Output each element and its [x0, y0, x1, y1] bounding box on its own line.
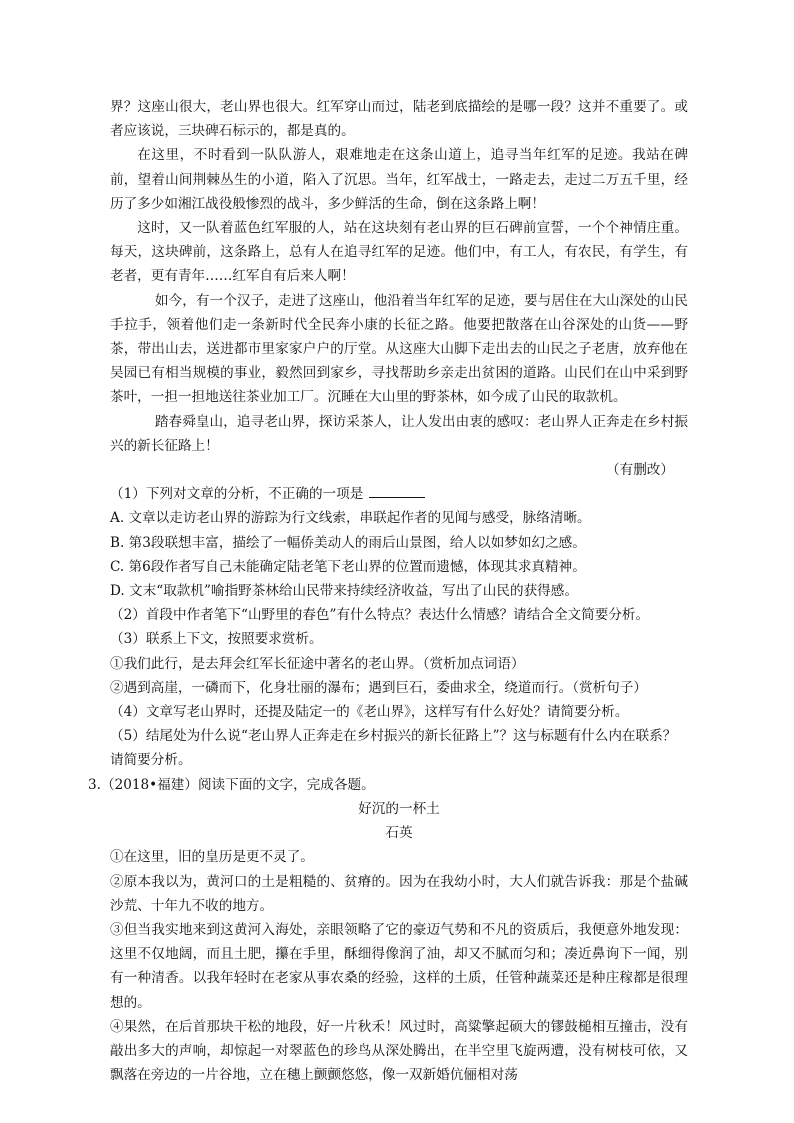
passage-paragraph-1: ①在这里，旧的皇历是更不灵了。 — [110, 849, 314, 866]
passage-title: 好沉的一杯土 — [358, 800, 440, 817]
question-1-option-a: A. 文章以走访老山界的游踪为行文线索，串联起作者的见闻与感受，脉络清晰。 — [110, 510, 591, 527]
question-1-text: （1）下列对文章的分析，不正确的一项是 — [110, 486, 364, 503]
question-3: （3）联系上下文，按照要求赏析。 — [110, 631, 323, 648]
article-paragraph-2: 在这里，不时看到一队队游人，艰难地走在这条山道上，追寻当年红军的足迹。我站在碑前，望着山间荆棘丛生的小道，陷入了沉思。当年，红军战士，一路走去，走过二万五千里，经历了多少如湘江战役般惨烈的战斗，多少鲜活的生命，倒在这条路上啊！ — [110, 147, 688, 212]
question-1 — [110, 482, 688, 506]
passage-paragraph-2: ②原本我以为，黄河口的土是粗糙的、贫瘠的。因为在我幼小时，大人们就告诉我：那是个盐碱沙荒、十年九不收的地方。 — [110, 873, 688, 914]
question-3-item-1: ①我们此行，是去拜会红军长征途中著名的老山界。（赏析加点词语） — [110, 655, 525, 672]
passage-paragraph-4: ④果然，在后首那块干松的地段，好一片秋禾！风过时，高粱擎起硕大的镠鼓槌相互撞击，没有敲出多大的声响，却惊起一对翠蓝色的珍鸟从深处腾出，在半空里飞旋两遭，没有树枝可依，又飘落在旁边的一片谷地，立在穗上颤颤悠悠，像一双新婚伉俪相对荡 — [110, 1018, 688, 1084]
question-1-option-d: D. 文末“取款机”喻指野茶林给山民带来持续经济收益，写出了山民的获得感。 — [110, 583, 578, 600]
passage-author: 石英 — [385, 825, 413, 842]
article-paragraph-3: 这时，又一队着蓝色红军服的人，站在这块刻有老山界的巨石碑前宣誓，一个个神情庄重。每天，这块碑前，这条路上，总有人在追寻红军的足迹。他们中，有工人，有农民，有学生，有老者，更有青年……红军自有后来人啊！ — [110, 220, 688, 285]
section-3-heading: 3.（2018•福建）阅读下面的文字，完成各题。 — [88, 776, 375, 793]
question-3-item-2: ②遇到高崖，一磷而下，化身壮丽的瀑布；遇到巨石，委曲求全，绕道而行。（赏析句子） — [110, 679, 647, 696]
passage-paragraph-3: ③但当我实地来到这黄河入海处，亲眼领略了它的豪迈气势和不凡的资质后，我便意外地发现：这里不仅地阔，而且土肥，攥在手里，酥细得像润了油，却又不腻而匀和；凑近鼻询下一闻，别有一种清香。以我年轻时在老家从事农桑的经验，这样的土质，任管种蔬菜还是种庄稼都是很理想的。 — [110, 921, 688, 1011]
source-note: （有删改） — [606, 462, 674, 479]
question-4: （4）文章写老山界时，还提及陆定一的《老山界》，这样写有什么好处？请简要分析。 — [110, 704, 629, 721]
article-paragraph-1: 界？这座山很大，老山界也很大。红军穿山而过，陆老到底描绘的是哪一段？这并不重要了。或者应该说，三块碑石标示的，都是真的。 — [110, 99, 688, 140]
article-paragraph-5: 踏春舜皇山，追寻老山界，探访采茶人，让人发出由衷的感叹：老山界人正奔走在乡村振兴的新长征路上！ — [110, 413, 688, 454]
question-1-option-b: B. 第3段联想丰富，描绘了一幅侨美动人的雨后山景图，给人以如梦如幻之感。 — [110, 534, 586, 551]
question-2: （2）首段中作者笔下“山野里的春色”有什么特点？表达什么情感？请结合全文简要分析。 — [110, 607, 650, 624]
article-paragraph-4: 如今，有一个汉子，走进了这座山，他沿着当年红军的足迹，要与居住在大山深处的山民手拉手，领着他们走一条新时代全民奔小康的长征之路。他要把散落在山谷深处的山货——野茶，带出山去，送进都市里家家户户的厅堂。从这座大山脚下走出去的山民之子老唐，放弃他在吴园已有相当规模的事业，毅然回到家乡，寻找帮助乡亲走出贫困的道路。山民们在山中采到野茶叶，一担一担地送往茶业加工厂。沉睡在大山里的野茶林，如今成了山民的取款机。 — [110, 292, 688, 406]
question-1-option-c: C. 第6段作者写自己未能确定陆老笔下老山界的位置而遗憾，体现其求真精神。 — [110, 558, 586, 575]
answer-blank[interactable] — [369, 483, 425, 498]
page-content — [88, 95, 688, 1087]
question-5: （5）结尾处为什么说“老山界人正奔走在乡村振兴的新长征路上”？这与标题有什么内在联系？请简要分析。 — [110, 728, 677, 769]
